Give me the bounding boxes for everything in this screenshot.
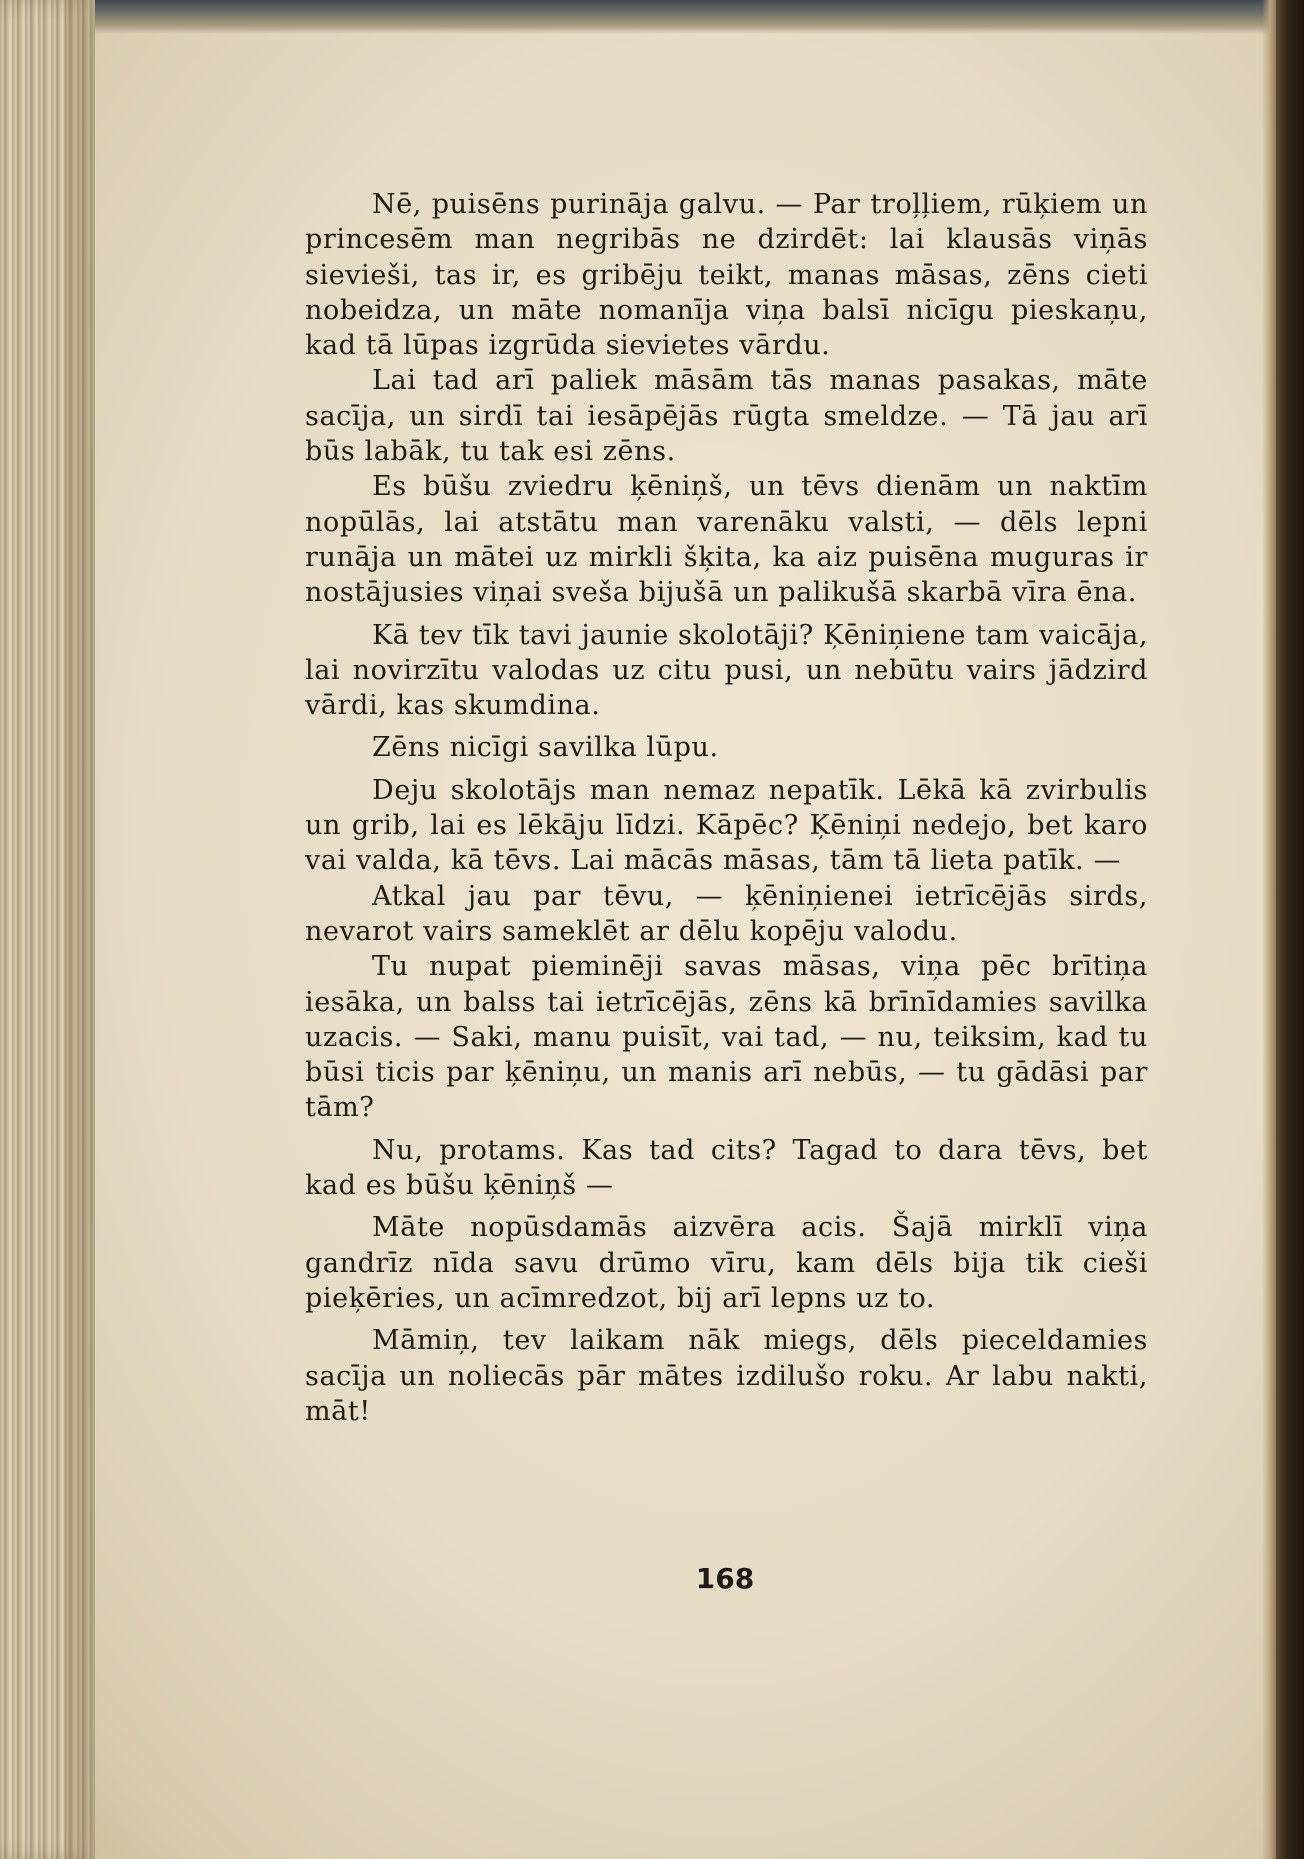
paragraph: Deju skolotājs man nemaz nepatīk. Lēkā kā zvirbulis un grib, lai es lēkāju līdzi. Kāpēc? Ķēniņi nedejo, bet karo vai valda, kā tēvs. Lai mācās māsas, tām tā lieta patīk. — — [305, 774, 1148, 877]
page-right-edge — [1262, 0, 1276, 1859]
body-text — [305, 187, 1148, 1429]
paragraph: Atkal jau par tēvu, — ķēniņienei ietrīcējās sirds, nevarot vairs sameklēt ar dēlu kopēju valodu. — [305, 880, 1148, 947]
book-cover-edge — [1276, 0, 1304, 1859]
paragraph: Māmiņ, tev laikam nāk miegs, dēls pieceldamies sacīja un noliecās pār mātes izdilušo roku. Ar labu nakti, māt! — [305, 1325, 1148, 1427]
paragraph: Es būšu zviedru ķēniņš, un tēvs dienām un naktīm nopūlās, lai atstātu man varenāku valsti, — dēls lepni runāja un mātei uz mirkli šķita, ka aiz puisēna muguras ir nostājusies viņai sveša bijušā un palikušā skarbā vīra ēna. — [305, 471, 1148, 609]
paragraph: Māte nopūsdamās aizvēra acis. Šajā mirklī viņa gandrīz nīda savu drūmo vīru, kam dēls bija tik cieši pieķēries, un acīmredzot, bij arī lepns uz to. — [305, 1212, 1148, 1314]
paragraph: Nu, protams. Kas tad cits? Tagad to dara tēvs, bet kad es būšu ķēniņš — — [305, 1134, 1148, 1202]
paragraph: Nē, puisēns purināja galvu. — Par troļļiem, rūķiem un princesēm man negribās ne dzirdēt: lai klausās viņās sievieši, tas ir, es gribēju teikt, manas māsas, zēns cieti nobeidza, un māte nomanīja viņa balsī nicīgu pieskaņu, kad tā lūpas izgrūda sievietes vārdu. — [305, 189, 1148, 362]
page-top-edge — [0, 0, 1304, 34]
book-spine-edge — [0, 0, 95, 1859]
paragraph: Zēns nicīgi savilka lūpu. — [372, 732, 719, 764]
paragraph: Kā tev tīk tavi jaunie skolotāji? Ķēniņiene tam vaicāja, lai novirzītu valodas uz citu pusi, un nebūtu vairs jādzird vārdi, kas skumdina. — [305, 619, 1148, 722]
page-number: 168 — [695, 1562, 755, 1595]
paragraph: Tu nupat pieminēji savas māsas, viņa pēc brītiņa iesāka, un balss tai ietrīcējās, zēns kā brīnīdamies savilka uzacis. — Saki, manu puisīt, vai tad, — nu, teiksim, kad tu būsi ticis par ķēniņu, un manis arī nebūs, — tu gādāsi par tām? — [305, 951, 1148, 1124]
paragraph: Lai tad arī paliek māsām tās manas pasakas, māte sacīja, un sirdī tai iesāpējās rūgta smeldze. — Tā jau arī būs labāk, tu tak esi zēns. — [305, 365, 1148, 468]
